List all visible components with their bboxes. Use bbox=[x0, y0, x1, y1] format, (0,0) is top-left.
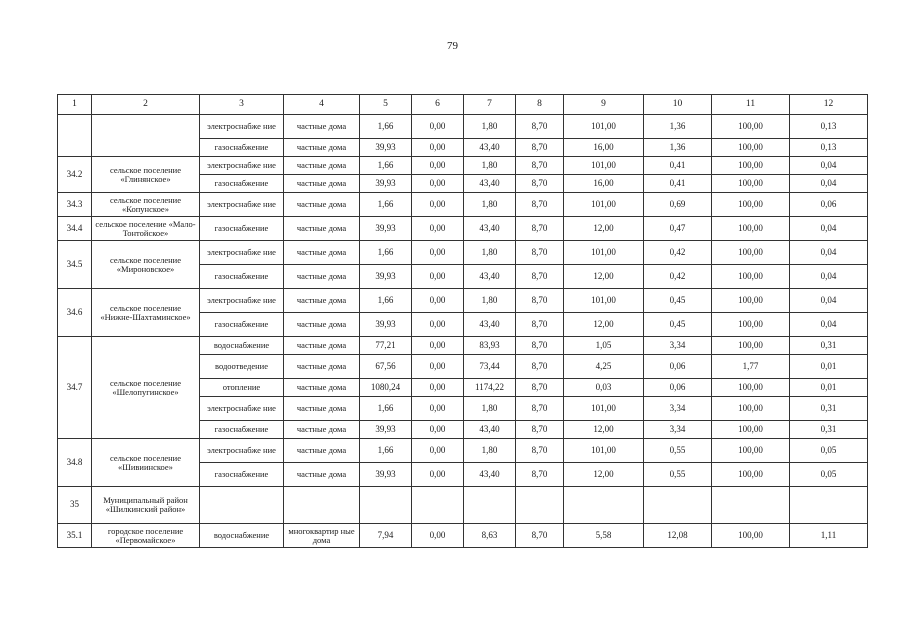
value-cell: 100,00 bbox=[712, 265, 790, 289]
housing-type-cell: многоквартир ные дома bbox=[284, 524, 360, 548]
value-cell: 83,93 bbox=[464, 337, 516, 355]
value-cell: 1,66 bbox=[360, 397, 412, 421]
value-cell bbox=[360, 487, 412, 524]
value-cell: 0,00 bbox=[412, 265, 464, 289]
value-cell: 100,00 bbox=[712, 337, 790, 355]
table-row bbox=[58, 337, 868, 355]
value-cell: 3,34 bbox=[644, 397, 712, 421]
value-cell: 101,00 bbox=[564, 289, 644, 313]
utility-type-cell: электроснабже ние bbox=[200, 193, 284, 217]
value-cell: 0,42 bbox=[644, 241, 712, 265]
value-cell: 0,01 bbox=[790, 355, 868, 379]
value-cell: 1,80 bbox=[464, 157, 516, 175]
value-cell: 8,70 bbox=[516, 379, 564, 397]
value-cell: 1,66 bbox=[360, 289, 412, 313]
housing-type-cell: частные дома bbox=[284, 175, 360, 193]
value-cell: 0,00 bbox=[412, 241, 464, 265]
value-cell: 0,00 bbox=[412, 217, 464, 241]
value-cell: 0,55 bbox=[644, 463, 712, 487]
value-cell bbox=[564, 487, 644, 524]
value-cell: 1,66 bbox=[360, 439, 412, 463]
value-cell: 12,00 bbox=[564, 313, 644, 337]
column-header: 7 bbox=[464, 95, 516, 115]
housing-type-cell: частные дома bbox=[284, 439, 360, 463]
value-cell: 1,11 bbox=[790, 524, 868, 548]
value-cell: 101,00 bbox=[564, 439, 644, 463]
value-cell: 8,70 bbox=[516, 175, 564, 193]
housing-type-cell: частные дома bbox=[284, 463, 360, 487]
value-cell: 8,70 bbox=[516, 463, 564, 487]
value-cell: 100,00 bbox=[712, 193, 790, 217]
row-number-cell: 35 bbox=[58, 487, 92, 524]
value-cell: 39,93 bbox=[360, 217, 412, 241]
value-cell: 16,00 bbox=[564, 139, 644, 157]
value-cell: 0,00 bbox=[412, 289, 464, 313]
housing-type-cell: частные дома bbox=[284, 139, 360, 157]
utility-type-cell: газоснабжение bbox=[200, 265, 284, 289]
value-cell: 1,36 bbox=[644, 115, 712, 139]
page-number: 79 bbox=[447, 40, 458, 52]
value-cell: 0,00 bbox=[412, 175, 464, 193]
value-cell: 43,40 bbox=[464, 421, 516, 439]
value-cell: 0,00 bbox=[412, 463, 464, 487]
value-cell: 0,00 bbox=[412, 139, 464, 157]
value-cell: 0,13 bbox=[790, 115, 868, 139]
value-cell: 12,00 bbox=[564, 217, 644, 241]
housing-type-cell: частные дома bbox=[284, 337, 360, 355]
value-cell: 0,00 bbox=[412, 421, 464, 439]
value-cell: 100,00 bbox=[712, 115, 790, 139]
value-cell: 1,66 bbox=[360, 193, 412, 217]
table-row bbox=[58, 193, 868, 217]
column-header: 8 bbox=[516, 95, 564, 115]
value-cell: 100,00 bbox=[712, 241, 790, 265]
row-number-cell: 34.8 bbox=[58, 439, 92, 487]
value-cell: 8,70 bbox=[516, 524, 564, 548]
value-cell: 1,66 bbox=[360, 157, 412, 175]
value-cell: 43,40 bbox=[464, 139, 516, 157]
housing-type-cell bbox=[284, 487, 360, 524]
value-cell: 1,66 bbox=[360, 241, 412, 265]
row-number-cell: 34.5 bbox=[58, 241, 92, 289]
housing-type-cell: частные дома bbox=[284, 379, 360, 397]
table-row bbox=[58, 289, 868, 313]
value-cell: 8,70 bbox=[516, 265, 564, 289]
utility-type-cell: водоснабжение bbox=[200, 337, 284, 355]
value-cell: 8,70 bbox=[516, 217, 564, 241]
value-cell: 0,06 bbox=[790, 193, 868, 217]
value-cell: 8,70 bbox=[516, 421, 564, 439]
utility-type-cell: электроснабже ние bbox=[200, 289, 284, 313]
row-number-cell: 34.6 bbox=[58, 289, 92, 337]
value-cell: 0,45 bbox=[644, 313, 712, 337]
housing-type-cell: частные дома bbox=[284, 217, 360, 241]
value-cell: 100,00 bbox=[712, 175, 790, 193]
value-cell: 1,80 bbox=[464, 289, 516, 313]
utility-type-cell: электроснабже ние bbox=[200, 397, 284, 421]
value-cell: 0,00 bbox=[412, 193, 464, 217]
settlement-name-cell: сельское поселение «Мало-Тонтойское» bbox=[92, 217, 200, 241]
value-cell: 1,80 bbox=[464, 397, 516, 421]
value-cell: 101,00 bbox=[564, 397, 644, 421]
value-cell: 67,56 bbox=[360, 355, 412, 379]
value-cell: 100,00 bbox=[712, 379, 790, 397]
value-cell: 16,00 bbox=[564, 175, 644, 193]
housing-type-cell: частные дома bbox=[284, 157, 360, 175]
table-row bbox=[58, 487, 868, 524]
value-cell: 1,05 bbox=[564, 337, 644, 355]
value-cell: 0,00 bbox=[412, 337, 464, 355]
value-cell: 0,04 bbox=[790, 265, 868, 289]
value-cell: 7,94 bbox=[360, 524, 412, 548]
settlement-name-cell: Муниципальный район «Шилкинский район» bbox=[92, 487, 200, 524]
column-header: 9 bbox=[564, 95, 644, 115]
value-cell: 1,80 bbox=[464, 439, 516, 463]
value-cell: 0,05 bbox=[790, 463, 868, 487]
value-cell: 1,66 bbox=[360, 115, 412, 139]
settlement-name-cell: сельское поселение «Копунское» bbox=[92, 193, 200, 217]
utility-type-cell: электроснабже ние bbox=[200, 157, 284, 175]
row-number-cell: 34.2 bbox=[58, 157, 92, 193]
utility-type-cell: газоснабжение bbox=[200, 313, 284, 337]
value-cell bbox=[790, 487, 868, 524]
value-cell: 8,70 bbox=[516, 397, 564, 421]
value-cell: 0,31 bbox=[790, 337, 868, 355]
utility-type-cell: газоснабжение bbox=[200, 421, 284, 439]
value-cell: 1174,22 bbox=[464, 379, 516, 397]
value-cell: 8,70 bbox=[516, 157, 564, 175]
utility-type-cell: газоснабжение bbox=[200, 139, 284, 157]
value-cell: 101,00 bbox=[564, 115, 644, 139]
value-cell: 0,06 bbox=[644, 355, 712, 379]
value-cell: 8,70 bbox=[516, 139, 564, 157]
value-cell: 39,93 bbox=[360, 139, 412, 157]
header-row bbox=[58, 95, 868, 115]
value-cell: 0,04 bbox=[790, 241, 868, 265]
value-cell: 8,70 bbox=[516, 115, 564, 139]
value-cell: 39,93 bbox=[360, 313, 412, 337]
value-cell: 0,00 bbox=[412, 157, 464, 175]
table-row bbox=[58, 241, 868, 265]
utility-type-cell: газоснабжение bbox=[200, 463, 284, 487]
value-cell: 43,40 bbox=[464, 265, 516, 289]
value-cell: 1080,24 bbox=[360, 379, 412, 397]
value-cell: 0,47 bbox=[644, 217, 712, 241]
settlement-name-cell: городское поселение «Первомайское» bbox=[92, 524, 200, 548]
utility-type-cell bbox=[200, 487, 284, 524]
value-cell: 0,03 bbox=[564, 379, 644, 397]
value-cell: 8,70 bbox=[516, 355, 564, 379]
value-cell: 39,93 bbox=[360, 463, 412, 487]
value-cell: 0,00 bbox=[412, 439, 464, 463]
value-cell: 0,69 bbox=[644, 193, 712, 217]
value-cell: 5,58 bbox=[564, 524, 644, 548]
housing-type-cell: частные дома bbox=[284, 265, 360, 289]
value-cell: 0,04 bbox=[790, 157, 868, 175]
value-cell: 101,00 bbox=[564, 193, 644, 217]
table-row bbox=[58, 439, 868, 463]
value-cell bbox=[712, 487, 790, 524]
settlement-name-cell bbox=[92, 115, 200, 157]
value-cell: 4,25 bbox=[564, 355, 644, 379]
settlement-name-cell: сельское поселение «Мироновское» bbox=[92, 241, 200, 289]
value-cell: 0,00 bbox=[412, 397, 464, 421]
value-cell: 0,45 bbox=[644, 289, 712, 313]
column-header: 6 bbox=[412, 95, 464, 115]
value-cell: 0,00 bbox=[412, 115, 464, 139]
value-cell: 1,80 bbox=[464, 115, 516, 139]
value-cell: 100,00 bbox=[712, 313, 790, 337]
value-cell: 12,08 bbox=[644, 524, 712, 548]
utility-type-cell: электроснабже ние bbox=[200, 115, 284, 139]
value-cell: 43,40 bbox=[464, 463, 516, 487]
housing-type-cell: частные дома bbox=[284, 193, 360, 217]
row-number-cell: 34.4 bbox=[58, 217, 92, 241]
value-cell: 77,21 bbox=[360, 337, 412, 355]
table-row bbox=[58, 115, 868, 139]
value-cell: 100,00 bbox=[712, 463, 790, 487]
value-cell: 101,00 bbox=[564, 241, 644, 265]
value-cell: 0,55 bbox=[644, 439, 712, 463]
housing-type-cell: частные дома bbox=[284, 115, 360, 139]
value-cell: 73,44 bbox=[464, 355, 516, 379]
value-cell: 8,70 bbox=[516, 289, 564, 313]
table-body bbox=[58, 115, 868, 548]
value-cell: 101,00 bbox=[564, 157, 644, 175]
utility-type-cell: электроснабже ние bbox=[200, 241, 284, 265]
column-header: 10 bbox=[644, 95, 712, 115]
column-header: 2 bbox=[92, 95, 200, 115]
value-cell: 12,00 bbox=[564, 463, 644, 487]
tariff-table bbox=[57, 94, 868, 548]
value-cell: 3,34 bbox=[644, 421, 712, 439]
value-cell: 0,00 bbox=[412, 355, 464, 379]
housing-type-cell: частные дома bbox=[284, 241, 360, 265]
value-cell: 0,42 bbox=[644, 265, 712, 289]
value-cell: 3,34 bbox=[644, 337, 712, 355]
housing-type-cell: частные дома bbox=[284, 289, 360, 313]
value-cell: 43,40 bbox=[464, 175, 516, 193]
utility-type-cell: отопление bbox=[200, 379, 284, 397]
utility-type-cell: электроснабже ние bbox=[200, 439, 284, 463]
value-cell: 100,00 bbox=[712, 289, 790, 313]
value-cell: 1,77 bbox=[712, 355, 790, 379]
housing-type-cell: частные дома bbox=[284, 313, 360, 337]
value-cell: 0,31 bbox=[790, 397, 868, 421]
value-cell: 0,00 bbox=[412, 524, 464, 548]
column-header: 11 bbox=[712, 95, 790, 115]
value-cell: 8,63 bbox=[464, 524, 516, 548]
value-cell: 0,05 bbox=[790, 439, 868, 463]
utility-type-cell: газоснабжение bbox=[200, 217, 284, 241]
utility-type-cell: газоснабжение bbox=[200, 175, 284, 193]
row-number-cell: 34.7 bbox=[58, 337, 92, 439]
column-header: 12 bbox=[790, 95, 868, 115]
value-cell: 39,93 bbox=[360, 265, 412, 289]
row-number-cell: 34.3 bbox=[58, 193, 92, 217]
value-cell: 0,00 bbox=[412, 379, 464, 397]
value-cell: 0,41 bbox=[644, 175, 712, 193]
row-number-cell: 35.1 bbox=[58, 524, 92, 548]
value-cell: 8,70 bbox=[516, 193, 564, 217]
value-cell: 43,40 bbox=[464, 313, 516, 337]
value-cell bbox=[464, 487, 516, 524]
value-cell: 0,04 bbox=[790, 217, 868, 241]
value-cell: 8,70 bbox=[516, 241, 564, 265]
value-cell: 100,00 bbox=[712, 439, 790, 463]
value-cell: 100,00 bbox=[712, 217, 790, 241]
value-cell bbox=[644, 487, 712, 524]
value-cell: 12,00 bbox=[564, 421, 644, 439]
utility-type-cell: водоснабжение bbox=[200, 524, 284, 548]
value-cell: 0,04 bbox=[790, 289, 868, 313]
value-cell bbox=[412, 487, 464, 524]
value-cell: 1,36 bbox=[644, 139, 712, 157]
value-cell bbox=[516, 487, 564, 524]
column-header: 4 bbox=[284, 95, 360, 115]
value-cell: 0,13 bbox=[790, 139, 868, 157]
value-cell: 0,01 bbox=[790, 379, 868, 397]
utility-type-cell: водоотведение bbox=[200, 355, 284, 379]
value-cell: 8,70 bbox=[516, 337, 564, 355]
value-cell: 100,00 bbox=[712, 421, 790, 439]
value-cell: 8,70 bbox=[516, 439, 564, 463]
column-header: 1 bbox=[58, 95, 92, 115]
column-header: 5 bbox=[360, 95, 412, 115]
value-cell: 0,00 bbox=[412, 313, 464, 337]
table-row bbox=[58, 157, 868, 175]
settlement-name-cell: сельское поселение «Шивиинское» bbox=[92, 439, 200, 487]
housing-type-cell: частные дома bbox=[284, 397, 360, 421]
value-cell: 100,00 bbox=[712, 139, 790, 157]
value-cell: 100,00 bbox=[712, 157, 790, 175]
value-cell: 100,00 bbox=[712, 397, 790, 421]
settlement-name-cell: сельское поселение «Нижне-Шахтаминское» bbox=[92, 289, 200, 337]
value-cell: 100,00 bbox=[712, 524, 790, 548]
housing-type-cell: частные дома bbox=[284, 355, 360, 379]
value-cell: 0,31 bbox=[790, 421, 868, 439]
value-cell: 1,80 bbox=[464, 193, 516, 217]
value-cell: 0,41 bbox=[644, 157, 712, 175]
value-cell: 43,40 bbox=[464, 217, 516, 241]
settlement-name-cell: сельское поселение «Шелопугинское» bbox=[92, 337, 200, 439]
value-cell: 0,04 bbox=[790, 175, 868, 193]
row-number-cell bbox=[58, 115, 92, 157]
table-row bbox=[58, 524, 868, 548]
value-cell: 8,70 bbox=[516, 313, 564, 337]
value-cell: 1,80 bbox=[464, 241, 516, 265]
value-cell: 0,06 bbox=[644, 379, 712, 397]
housing-type-cell: частные дома bbox=[284, 421, 360, 439]
value-cell: 39,93 bbox=[360, 421, 412, 439]
value-cell: 12,00 bbox=[564, 265, 644, 289]
settlement-name-cell: сельское поселение «Глинянское» bbox=[92, 157, 200, 193]
table-row bbox=[58, 217, 868, 241]
value-cell: 39,93 bbox=[360, 175, 412, 193]
value-cell: 0,04 bbox=[790, 313, 868, 337]
column-header: 3 bbox=[200, 95, 284, 115]
